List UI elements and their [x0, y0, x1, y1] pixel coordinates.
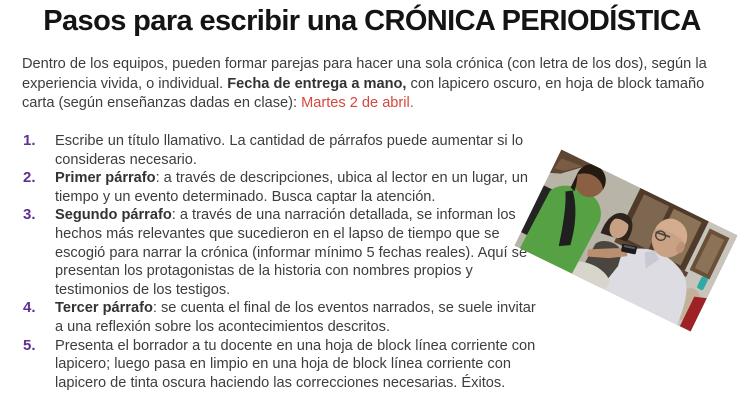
step-number: 2. [23, 169, 36, 187]
page-title: Pasos para escribir una CRÓNICA PERIODÍSTICA [43, 5, 701, 37]
list-item [0, 132, 546, 169]
step-text: : a través de descripciones, ubica al lector en un lugar, un tiempo y un evento determinado. Busca captar la atención. [55, 170, 528, 205]
intro-text-1: Dentro de los equipos, pueden formar parejas para hacer una sola crónica (con letra de los dos), según la experiencia vivida, o individual. [22, 56, 707, 92]
step-bold-label: Primer párrafo [55, 170, 156, 187]
intro-paragraph [22, 55, 724, 114]
step-text: Presenta el borrador a tu docente en una hoja de block línea corriente con lapicero; luego pasa en limpio en una hoja de block línea corriente con lapicero de tinta oscura haciendo las correcciones necesarias. Éxitos. [55, 337, 536, 391]
step-bold-label: Segundo párrafo [55, 207, 172, 224]
list-item [0, 169, 546, 206]
step-text: : se cuenta el final de los eventos narrados, se suele invitar a una reflexión sobre los acontecimientos descritos. [55, 300, 536, 335]
intro-text-2: con lapicero oscuro, en hoja de block tamaño carta (según enseñanzas dadas en clase): [22, 75, 705, 111]
step-bold-label: Tercer párrafo [55, 300, 153, 317]
step-text: : a través de una narración detallada, se informan los hechos más relevantes que sucedieron en el lapso de tiempo que se escogió para narrar la crónica (informar mínimo 5 fechas reales). Aquí se presentan los protagonistas de la historia con nombres propios y testimonios de los testigos. [55, 207, 528, 298]
photo-illustration [514, 149, 737, 331]
intro-bold-deadline-label: Fecha de entrega a mano, [227, 75, 407, 92]
step-text: Escribe un título llamativo. La cantidad de párrafos puede aumentar si lo consideras necesario. [55, 133, 524, 168]
step-number: 1. [23, 132, 36, 149]
step-number: 3. [23, 206, 36, 224]
step-number: 4. [23, 299, 36, 317]
steps-list [0, 132, 546, 392]
list-item [0, 299, 546, 336]
interview-photo [514, 149, 737, 331]
list-item [0, 206, 546, 299]
step-number: 5. [23, 336, 36, 354]
deadline-date: Martes 2 de abril. [301, 95, 414, 111]
list-item [0, 337, 546, 393]
